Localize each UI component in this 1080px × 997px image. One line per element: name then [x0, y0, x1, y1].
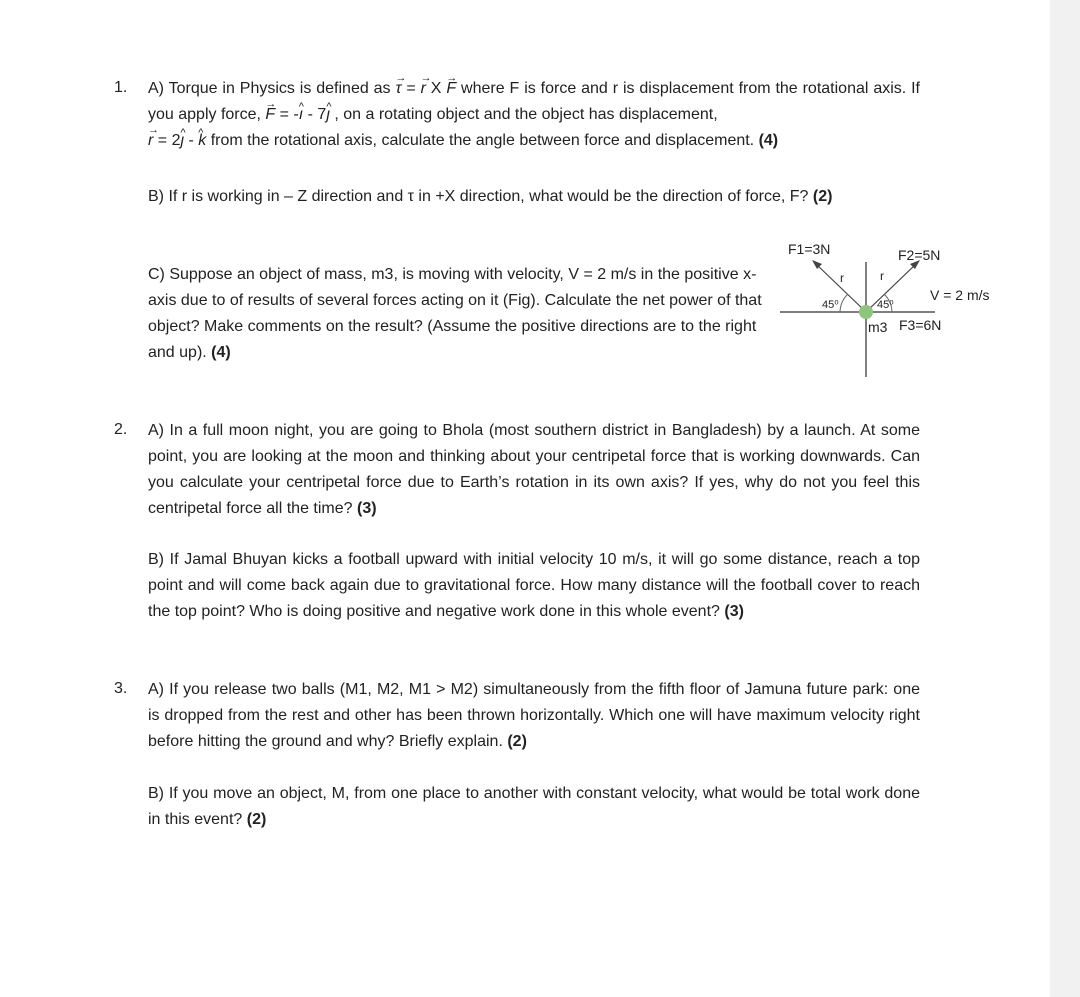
j-hat: ^ ȷ: [326, 102, 330, 128]
f3-label: F3=6N: [899, 317, 942, 333]
f2-label: F2=5N: [898, 247, 941, 263]
question-1c: C) Suppose an object of mass, m3, is moving with velocity, V = 2 m/s in the positive x-axis due to of results of several forces acting on it (Fig). Calculate the net power of that object? Make comments on the result? (Assume the positive directions are to the right and up). (4): [148, 266, 762, 361]
question-2-number: 2.: [114, 421, 128, 438]
mass-label: m3: [868, 319, 888, 335]
marks-2a: (3): [357, 500, 377, 517]
k-hat: ^ k: [198, 128, 206, 154]
marks-2b: (3): [724, 603, 744, 620]
angle-arc-1: [840, 294, 848, 312]
angle-label-2: 45⁰: [877, 299, 894, 311]
marks-3b: (2): [246, 811, 267, 828]
marks-3a: (2): [507, 733, 527, 750]
i-hat: ^ ı: [299, 102, 303, 128]
question-2b: B) If Jamal Bhuyan kicks a football upward with initial velocity 10 m/s, it will go some distance, reach a top point and will come back again due to gravitational force. How many distance will the football cover to reach the top point? Who is doing positive and negative work done in this whole event? (3): [148, 551, 920, 620]
r-label-2: r: [880, 269, 884, 283]
question-1b: B) If r is working in – Z direction and τ in +X direction, what would be the direction of force, F? (2): [148, 188, 833, 205]
question-3a: A) If you release two balls (M1, M2, M1 > M2) simultaneously from the fifth floor of Jamuna future park: one is dropped from the rest and other has been thrown horizontally. Which one will have maximum velocity right before hitting the ground and why? Briefly explain. (2): [148, 681, 920, 750]
angle-label-1: 45⁰: [822, 299, 839, 311]
mass-dot: [859, 305, 873, 319]
page-margin: [1050, 0, 1080, 997]
f-vector: → F: [446, 76, 456, 102]
r-label-1: r: [840, 271, 844, 285]
question-2a: A) In a full moon night, you are going to Bhola (most southern district in Bangladesh) by a launch. At some point, you are looking at the moon and thinking about your centripetal force that is working downwards. Can you calculate your centripetal force due to Earth’s rotation in its own axis? If yes, why do not you feel this centripetal force all the time? (3): [148, 422, 920, 517]
r-vector: → r: [421, 76, 426, 102]
question-1a: A) Torque in Physics is defined as → τ = → r X → F where F is force and r is displacement from the rotational axis. If you apply force, → F = -^ ı - 7^ ȷ , on a rotating object and the object has displacement, → r = 2^ ȷ - ^ k from the rotational axis, calculate the angle between force and displacement. (4): [148, 76, 920, 154]
f1-label: F1=3N: [788, 241, 831, 257]
j-hat-2: ^ ȷ: [180, 128, 184, 154]
velocity-label: V = 2 m/s: [930, 287, 990, 303]
marks-1b: (2): [812, 188, 833, 205]
marks-1a: (4): [758, 132, 779, 149]
question-1-number: 1.: [114, 79, 128, 96]
marks-1c: (4): [211, 344, 231, 361]
question-3b: B) If you move an object, M, from one place to another with constant velocity, what would be total work done in this event? (2): [148, 785, 920, 828]
r-vector-2: → r: [148, 128, 153, 154]
question-3-number: 3.: [114, 680, 128, 697]
f-vector-2: → F: [265, 102, 275, 128]
tau-vector: → τ: [395, 76, 401, 102]
force-diagram: [770, 232, 1040, 382]
